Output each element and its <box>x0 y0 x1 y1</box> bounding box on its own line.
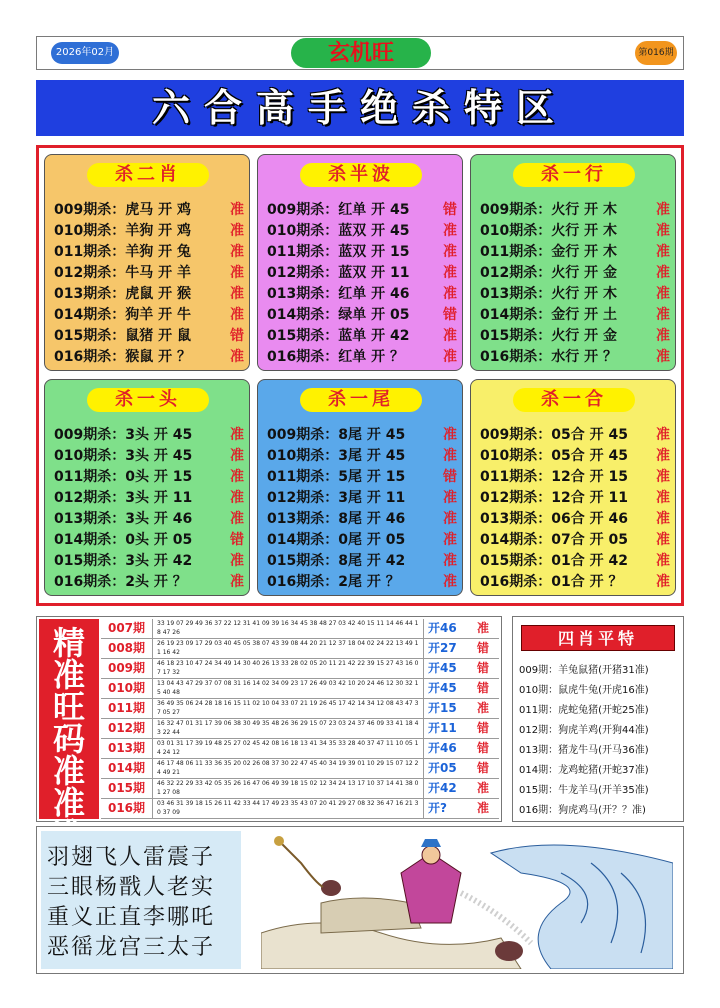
table-row <box>101 659 499 679</box>
panel-row <box>267 305 459 326</box>
row-text: 014期杀：0尾 开 05 <box>267 532 406 548</box>
panel-rows <box>267 200 459 368</box>
row-text: 013期杀：3头 开 46 <box>54 511 193 527</box>
result-cell: 准 <box>476 801 489 815</box>
issue-cell: 007期 <box>101 619 153 638</box>
vertical-label <box>39 619 99 822</box>
result-cell: 准 <box>476 621 489 635</box>
open-cell: 开27 <box>423 639 467 658</box>
row-text: 012期杀：3尾 开 11 <box>267 490 406 506</box>
result-cell: 错 <box>476 661 489 675</box>
row-result: 错 <box>230 532 244 548</box>
open-cell: 开45 <box>423 659 467 678</box>
panel-row <box>54 488 246 509</box>
list-item: 016期：狗虎鸡马(开？？准) <box>519 805 646 816</box>
numbers-cell: 36 49 35 06 24 28 18 16 15 11 02 10 04 33 07 21 19 26 45 17 42 14 34 12 08 43 47 37 05 27 <box>157 700 419 716</box>
page-title: 六合高手绝杀特区 <box>151 86 568 130</box>
row-text: 014期杀：狗羊 开 牛 <box>54 307 191 323</box>
row-result: 准 <box>230 223 244 239</box>
four-zodiac-title: 四肖平特 <box>521 625 675 651</box>
numbers-cell: 46 32 22 29 33 42 05 35 26 16 47 06 49 39 18 15 02 12 34 24 13 17 10 37 14 41 38 01 27 08 <box>157 780 419 796</box>
list-item: 012期：狗虎羊鸡(开狗44准) <box>519 725 649 736</box>
row-text: 016期杀：01合 开 ？ <box>480 574 623 590</box>
logo: 玄机旺 <box>291 38 431 68</box>
poem-line: 重义正直李哪吒 <box>47 905 216 930</box>
row-text: 011期杀：0头 开 15 <box>54 469 193 485</box>
panel-row <box>54 572 246 593</box>
list-item: 013期：猪龙牛马(开马36准) <box>519 745 649 756</box>
row-result: 准 <box>656 448 670 464</box>
table-row <box>101 799 499 819</box>
issue-cell: 015期 <box>101 779 153 798</box>
panel-row <box>480 572 672 593</box>
row-result: 准 <box>656 469 670 485</box>
panel-row <box>480 446 672 467</box>
row-result: 准 <box>656 265 670 281</box>
panel-rows <box>480 200 672 368</box>
row-text: 016期杀：水行 开 ？ <box>480 349 617 365</box>
row-text: 012期杀：火行 开 金 <box>480 265 617 281</box>
table-row <box>101 719 499 739</box>
row-text: 009期杀：火行 开 木 <box>480 202 617 218</box>
table-row <box>101 779 499 799</box>
panel-row <box>480 242 672 263</box>
row-text: 010期杀：羊狗 开 鸡 <box>54 223 191 239</box>
row-text: 016期杀：猴鼠 开 ？ <box>54 349 191 365</box>
row-result: 准 <box>443 244 457 260</box>
issue-cell: 016期 <box>101 799 153 818</box>
panel-title: 杀半波 <box>300 163 422 187</box>
issue-cell: 008期 <box>101 639 153 658</box>
panel-row <box>267 488 459 509</box>
row-result: 准 <box>656 490 670 506</box>
table-row <box>101 759 499 779</box>
result-cell: 错 <box>476 721 489 735</box>
row-result: 准 <box>656 553 670 569</box>
row-text: 009期杀：05合 开 45 <box>480 427 628 443</box>
panel-row <box>480 467 672 488</box>
result-cell: 错 <box>476 681 489 695</box>
illustration <box>261 833 673 969</box>
panel-row <box>54 425 246 446</box>
poem <box>41 831 241 969</box>
panel-row <box>267 425 459 446</box>
row-result: 准 <box>443 223 457 239</box>
list-item: 014期：龙鸡蛇猪(开蛇37准) <box>519 765 649 776</box>
panel-row <box>480 530 672 551</box>
row-text: 011期杀：5尾 开 15 <box>267 469 406 485</box>
issue-cell: 012期 <box>101 719 153 738</box>
numbers-cell: 33 19 07 29 49 36 37 22 12 31 41 09 39 16 34 45 38 48 27 03 42 40 15 11 14 46 44 18 47 26 <box>157 620 419 636</box>
panel-title: 杀一尾 <box>300 388 422 412</box>
row-result: 准 <box>656 223 670 239</box>
panel-row <box>480 305 672 326</box>
panel-row <box>54 551 246 572</box>
row-text: 009期杀：3头 开 45 <box>54 427 193 443</box>
row-text: 010期杀：3尾 开 45 <box>267 448 406 464</box>
row-text: 016期杀：红单 开 ？ <box>267 349 404 365</box>
panel-title: 杀一行 <box>513 163 635 187</box>
panel-row <box>54 200 246 221</box>
panel-row <box>480 326 672 347</box>
four-zodiac-list <box>519 661 683 821</box>
row-text: 013期杀：8尾 开 46 <box>267 511 406 527</box>
row-text: 013期杀：06合 开 46 <box>480 511 628 527</box>
row-text: 015期杀：鼠猪 开 鼠 <box>54 328 191 344</box>
panel-row <box>267 326 459 347</box>
row-result: 准 <box>230 469 244 485</box>
row-text: 010期杀：火行 开 木 <box>480 223 617 239</box>
panel-rows <box>267 425 459 593</box>
panel-combo <box>470 379 676 596</box>
row-result: 准 <box>443 532 457 548</box>
issue-cell: 014期 <box>101 759 153 778</box>
row-text: 010期杀：05合 开 45 <box>480 448 628 464</box>
date-badge: 2026年02月 <box>51 42 119 64</box>
row-text: 014期杀：金行 开 土 <box>480 307 617 323</box>
open-cell: 开15 <box>423 699 467 718</box>
poem-line: 羽翅飞人雷震子 <box>47 845 216 870</box>
row-result: 准 <box>443 574 457 590</box>
row-text: 009期杀：红单 开 45 <box>267 202 410 218</box>
panel-row <box>480 488 672 509</box>
issue-cell: 009期 <box>101 659 153 678</box>
table-row <box>101 639 499 659</box>
row-result: 准 <box>656 328 670 344</box>
table-row <box>101 699 499 719</box>
title-banner <box>36 80 684 136</box>
panel-row <box>267 242 459 263</box>
row-text: 013期杀：虎鼠 开 猴 <box>54 286 191 302</box>
open-cell: 开46 <box>423 739 467 758</box>
row-text: 015期杀：01合 开 42 <box>480 553 628 569</box>
row-text: 015期杀：8尾 开 42 <box>267 553 406 569</box>
row-result: 准 <box>443 511 457 527</box>
list-item: 015期：牛龙羊马(开羊35准) <box>519 785 649 796</box>
panel-row <box>267 200 459 221</box>
numbers-cell: 13 04 43 47 29 37 07 08 31 16 14 02 34 09 23 17 26 49 03 42 10 20 24 46 12 30 32 15 40 48 <box>157 680 419 696</box>
issue-cell: 010期 <box>101 679 153 698</box>
header-bar <box>36 36 684 70</box>
result-cell: 准 <box>476 701 489 715</box>
panel-row <box>54 446 246 467</box>
row-result: 准 <box>230 427 244 443</box>
numbers-cell: 03 01 31 17 39 19 48 25 27 02 45 42 08 16 18 13 41 34 35 33 28 40 37 47 11 10 05 14 24 12 <box>157 740 419 756</box>
panel-row <box>54 326 246 347</box>
numbers-cell: 46 18 23 10 47 24 34 49 14 30 40 26 13 33 28 02 05 20 11 21 42 22 39 15 27 43 16 07 17 32 <box>157 660 419 676</box>
row-text: 009期杀：8尾 开 45 <box>267 427 406 443</box>
row-text: 014期杀：绿单 开 05 <box>267 307 410 323</box>
open-cell: 开? <box>423 799 467 818</box>
row-result: 准 <box>230 349 244 365</box>
bottom-section <box>36 826 684 974</box>
panel-row <box>480 509 672 530</box>
row-text: 014期杀：07合 开 05 <box>480 532 628 548</box>
open-cell: 开11 <box>423 719 467 738</box>
row-result: 准 <box>656 202 670 218</box>
table-row <box>101 619 499 639</box>
predictions-grid <box>36 145 684 606</box>
row-result: 准 <box>230 448 244 464</box>
panel-row <box>54 509 246 530</box>
row-text: 015期杀：蓝单 开 42 <box>267 328 410 344</box>
panel-row <box>54 263 246 284</box>
list-item: 009期：羊兔鼠猪(开猪31准) <box>519 665 649 676</box>
panel-row <box>480 263 672 284</box>
panel-title: 杀一头 <box>87 388 209 412</box>
row-result: 准 <box>230 574 244 590</box>
poem-line: 三眼杨戬人老实 <box>47 875 216 900</box>
four-zodiac-box <box>512 616 684 822</box>
panel-row <box>54 242 246 263</box>
panel-row <box>267 263 459 284</box>
table-row <box>101 739 499 759</box>
row-result: 错 <box>230 328 244 344</box>
row-text: 012期杀：3头 开 11 <box>54 490 193 506</box>
open-cell: 开05 <box>423 759 467 778</box>
numbers-cell: 46 17 48 06 11 33 36 35 20 02 26 08 37 30 22 47 45 40 34 19 39 01 10 29 15 07 12 24 49 21 <box>157 760 419 776</box>
panel-row <box>267 284 459 305</box>
row-result: 准 <box>443 427 457 443</box>
open-cell: 开45 <box>423 679 467 698</box>
panel-row <box>54 467 246 488</box>
row-text: 011期杀：羊狗 开 兔 <box>54 244 191 260</box>
result-cell: 准 <box>476 781 489 795</box>
list-item: 011期：虎蛇兔猪(开蛇25准) <box>519 705 649 716</box>
precise-numbers-table <box>36 616 502 822</box>
issue-cell: 011期 <box>101 699 153 718</box>
row-result: 准 <box>230 265 244 281</box>
panel-row <box>480 425 672 446</box>
issue-cell: 013期 <box>101 739 153 758</box>
panel-element <box>470 154 676 371</box>
table-row <box>101 679 499 699</box>
panel-row <box>267 551 459 572</box>
row-result: 准 <box>656 574 670 590</box>
panel-row <box>267 572 459 593</box>
row-result: 准 <box>443 448 457 464</box>
row-result: 准 <box>230 244 244 260</box>
panel-tail <box>257 379 463 596</box>
row-result: 错 <box>443 307 457 323</box>
panel-row <box>480 347 672 368</box>
panel-row <box>267 221 459 242</box>
panel-rows <box>480 425 672 593</box>
panel-rows <box>54 425 246 593</box>
row-text: 011期杀：蓝双 开 15 <box>267 244 410 260</box>
row-result: 准 <box>656 532 670 548</box>
panel-rows <box>54 200 246 368</box>
row-result: 准 <box>656 511 670 527</box>
row-result: 准 <box>230 286 244 302</box>
row-text: 013期杀：红单 开 46 <box>267 286 410 302</box>
vertical-text: 精准旺码准准 <box>52 624 85 822</box>
numbers-cell: 03 46 31 39 18 15 26 11 42 33 44 17 49 23 35 43 07 20 41 29 27 08 32 36 47 16 21 30 37 09 <box>157 800 419 816</box>
row-text: 011期杀：金行 开 木 <box>480 244 617 260</box>
row-result: 准 <box>443 286 457 302</box>
row-text: 012期杀：12合 开 11 <box>480 490 628 506</box>
panel-row <box>54 530 246 551</box>
row-result: 准 <box>230 490 244 506</box>
row-result: 准 <box>443 265 457 281</box>
row-result: 准 <box>443 553 457 569</box>
row-text: 012期杀：蓝双 开 11 <box>267 265 410 281</box>
panel-row <box>54 347 246 368</box>
row-result: 准 <box>230 307 244 323</box>
panel-row <box>480 200 672 221</box>
panel-row <box>54 305 246 326</box>
panel-row <box>480 284 672 305</box>
row-text: 012期杀：牛马 开 羊 <box>54 265 191 281</box>
row-result: 准 <box>230 553 244 569</box>
open-cell: 开46 <box>423 619 467 638</box>
row-text: 010期杀：3头 开 45 <box>54 448 193 464</box>
panel-row <box>267 467 459 488</box>
row-result: 准 <box>443 490 457 506</box>
row-text: 010期杀：蓝双 开 45 <box>267 223 410 239</box>
panel-zodiac <box>44 154 250 371</box>
row-result: 准 <box>443 328 457 344</box>
panel-row <box>267 347 459 368</box>
row-result: 错 <box>443 202 457 218</box>
panel-row <box>267 446 459 467</box>
row-text: 009期杀：虎马 开 鸡 <box>54 202 191 218</box>
poem-line: 恶徭龙宫三太子 <box>47 935 216 960</box>
panel-row <box>54 221 246 242</box>
panel-wave <box>257 154 463 371</box>
panel-row <box>480 551 672 572</box>
result-cell: 错 <box>476 741 489 755</box>
row-result: 准 <box>230 202 244 218</box>
panel-title: 杀二肖 <box>87 163 209 187</box>
panel-row <box>480 221 672 242</box>
row-text: 011期杀：12合 开 15 <box>480 469 628 485</box>
panel-title: 杀一合 <box>513 388 635 412</box>
list-item: 010期：鼠虎牛兔(开虎16准) <box>519 685 649 696</box>
row-text: 014期杀：0头 开 05 <box>54 532 193 548</box>
row-text: 013期杀：火行 开 木 <box>480 286 617 302</box>
result-cell: 错 <box>476 641 489 655</box>
row-result: 准 <box>656 427 670 443</box>
panel-row <box>54 284 246 305</box>
row-result: 准 <box>230 511 244 527</box>
row-text: 016期杀：2尾 开 ？ <box>267 574 400 590</box>
numbers-cell: 16 32 47 01 31 17 39 06 38 30 49 35 48 26 36 29 15 07 23 03 24 37 46 09 33 41 18 43 22 44 <box>157 720 419 736</box>
row-text: 015期杀：火行 开 金 <box>480 328 617 344</box>
row-result: 准 <box>656 307 670 323</box>
open-cell: 开42 <box>423 779 467 798</box>
panel-row <box>267 509 459 530</box>
numbers-cell: 26 19 23 09 17 29 03 40 45 05 38 07 43 39 08 44 20 21 12 37 18 04 02 24 22 13 49 11 16 42 <box>157 640 419 656</box>
result-cell: 错 <box>476 761 489 775</box>
panel-row <box>267 530 459 551</box>
row-text: 015期杀：3头 开 42 <box>54 553 193 569</box>
row-result: 准 <box>656 286 670 302</box>
row-result: 准 <box>656 349 670 365</box>
row-result: 准 <box>656 244 670 260</box>
row-result: 错 <box>443 469 457 485</box>
row-result: 准 <box>443 349 457 365</box>
panel-head <box>44 379 250 596</box>
issue-badge: 第016期 <box>635 41 677 65</box>
row-text: 016期杀：2头 开 ？ <box>54 574 187 590</box>
